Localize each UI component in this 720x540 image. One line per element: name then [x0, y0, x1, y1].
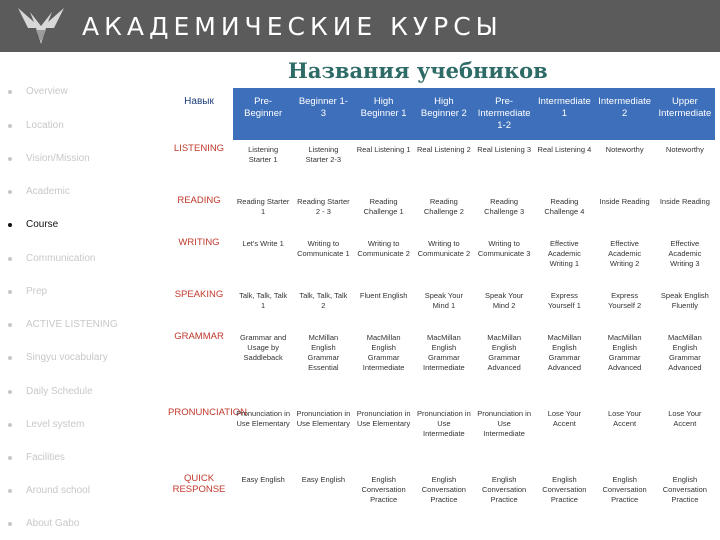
bullet-icon [8, 290, 12, 294]
table-cell: English Conversation Practice [361, 475, 406, 504]
table-cell: Speak Your Mind 1 [424, 291, 464, 310]
table-cell: Writing to Communicate 2 [417, 239, 471, 258]
sidebar-item-communication[interactable] [8, 253, 95, 264]
table-cell: Writing to Communicate 2 [357, 239, 410, 258]
sidebar-item-label: Prep [26, 286, 48, 297]
bullet-icon [8, 356, 12, 360]
table-cell: Reading Challenge 1 [363, 197, 404, 216]
sidebar-item-academic[interactable] [8, 186, 70, 197]
sidebar-item-label: Overview [26, 86, 68, 97]
sidebar-item-level-system[interactable] [8, 419, 84, 430]
column-header: Upper Intermediate [655, 88, 715, 140]
table-cell: Speak Your Mind 2 [484, 291, 524, 310]
sidebar-item-around-school[interactable] [8, 485, 90, 496]
column-header: Pre-Intermediate 1-2 [474, 88, 534, 140]
table-cell: MacMillan English Grammar Intermediate [362, 333, 405, 372]
table-cell: Lose Your Accent [607, 409, 642, 428]
table-cell: Real Listening 2 [416, 145, 471, 154]
sidebar-item-label: Singyu vocabulary [26, 352, 108, 363]
table-cell: MacMillan English Grammar Intermediate [423, 333, 465, 372]
bullet-icon [8, 223, 12, 227]
table-cell: Reading Challenge 2 [423, 197, 464, 216]
sidebar-item-label: ACTIVE LISTENING [26, 319, 118, 330]
sidebar-item-label: About Gabo [26, 518, 80, 529]
bullet-icon [8, 90, 12, 94]
table-cell: English Conversation Practice [602, 475, 647, 504]
table-row [165, 470, 715, 522]
table-cell: English Conversation Practice [542, 475, 587, 504]
skill-cell: LISTENING [173, 143, 225, 154]
table-cell: Writing to Communicate 3 [477, 239, 531, 258]
sidebar-item-about[interactable] [8, 518, 79, 529]
table-cell: Reading Challenge 4 [544, 197, 585, 216]
table-row [165, 328, 715, 404]
textbook-table [165, 88, 715, 522]
sidebar-item-prep[interactable] [8, 286, 47, 297]
table-cell: MacMillan English Grammar Advanced [487, 333, 521, 372]
sidebar-item-vocabulary[interactable] [8, 352, 108, 363]
sidebar-item-course[interactable] [8, 219, 58, 230]
table-cell: McMillan English Grammar Essential [307, 333, 340, 372]
table-cell: English Conversation Practice [482, 475, 527, 504]
sidebar-item-label: Vision/Mission [26, 153, 90, 164]
header-bar [0, 0, 720, 52]
table-row [165, 286, 715, 328]
sidebar-item-daily-schedule[interactable] [8, 386, 93, 397]
table-cell: MacMillan English Grammar Advanced [667, 333, 702, 372]
table-cell: Reading Starter 1 [236, 197, 290, 216]
column-header-skill: Навык [165, 88, 233, 140]
sidebar-item-label: Academic [26, 186, 70, 197]
table-cell: Lose Your Accent [668, 409, 702, 428]
page-title: АКАДЕМИЧЕСКИЕ КУРСЫ [82, 12, 503, 41]
sidebar-item-facilities[interactable] [8, 452, 65, 463]
column-header: High Beginner 2 [414, 88, 474, 140]
bullet-icon [8, 157, 12, 161]
table-row [165, 140, 715, 192]
table-cell: Lose Your Accent [547, 409, 582, 428]
table-cell: Express Yourself 2 [608, 291, 642, 310]
bullet-icon [8, 456, 12, 460]
table-cell: Speak English Fluently [660, 291, 709, 310]
section-title: Названия учебников [288, 58, 548, 83]
sidebar-item-label: Course [26, 219, 59, 230]
bullet-icon [8, 124, 12, 128]
bullet-icon [8, 423, 12, 427]
bullet-icon [8, 522, 12, 526]
table-cell: Noteworthy [665, 145, 704, 154]
skill-cell: READING [177, 195, 221, 206]
table-cell: Real Listening 1 [356, 145, 411, 154]
table-cell: English Conversation Practice [662, 475, 707, 504]
table-cell: Pronunciation in Use Elementary [296, 409, 351, 428]
table-cell: Easy English [301, 475, 346, 484]
table-row [165, 192, 715, 234]
skill-cell: SPEAKING [174, 289, 224, 300]
table-cell: MacMillan English Grammar Advanced [547, 333, 582, 372]
textbook-table-container [165, 88, 715, 522]
table-cell: Pronunciation in Use Elementary [236, 409, 291, 428]
winged-emblem-icon [14, 4, 68, 48]
table-cell: Pronunciation in Use Intermediate [416, 409, 471, 438]
table-cell: Noteworthy [605, 145, 644, 154]
table-cell: Real Listening 4 [537, 145, 592, 154]
bullet-icon [8, 323, 12, 327]
bullet-icon [8, 190, 12, 194]
sidebar-item-label: Level system [26, 419, 85, 430]
sidebar-item-label: Facilities [26, 452, 65, 463]
sidebar-item-vision[interactable] [8, 153, 90, 164]
sidebar-item-overview[interactable] [8, 86, 68, 97]
table-cell: Grammar and Usage by Saddleback [239, 333, 287, 362]
table-cell: Inside Reading [659, 197, 710, 206]
table-cell: MacMillan English Grammar Advanced [607, 333, 642, 372]
table-cell: Effective Academic Writing 3 [668, 239, 702, 268]
table-header-row [165, 88, 715, 140]
table-cell: Pronunciation in Use Intermediate [477, 409, 532, 438]
bullet-icon [8, 489, 12, 493]
table-cell: Inside Reading [599, 197, 650, 206]
sidebar-item-label: Daily Schedule [26, 386, 93, 397]
table-row [165, 234, 715, 286]
table-cell: Effective Academic Writing 1 [547, 239, 581, 268]
column-header: Beginner 1-3 [293, 88, 353, 140]
sidebar-item-active-listening[interactable] [8, 319, 118, 330]
sidebar-item-label: Around school [26, 485, 90, 496]
table-cell: Pronunciation in Use Elementary [356, 409, 411, 428]
table-cell: Let's Write 1 [242, 239, 284, 248]
table-cell: Listening Starter 2-3 [305, 145, 342, 164]
table-cell: Reading Challenge 3 [484, 197, 525, 216]
column-header: Intermediate 2 [595, 88, 655, 140]
table-cell: Reading Starter 2 - 3 [297, 197, 350, 216]
sidebar-item-label: Communication [26, 253, 96, 264]
table-cell: Express Yourself 1 [547, 291, 581, 310]
table-cell: Writing to Communicate 1 [297, 239, 350, 258]
table-cell: Easy English [241, 475, 285, 484]
table-row [165, 404, 715, 470]
skill-cell: QUICK RESPONSE [172, 473, 226, 495]
table-cell: Talk, Talk, Talk 2 [299, 291, 348, 310]
column-header: High Beginner 1 [354, 88, 414, 140]
column-header: Pre-Beginner [233, 88, 293, 140]
table-cell: Effective Academic Writing 2 [608, 239, 642, 268]
skill-cell: PRONUNCIATION [168, 407, 247, 418]
sidebar-item-label: Location [26, 120, 64, 131]
bullet-icon [8, 257, 12, 261]
table-cell: Talk, Talk, Talk 1 [239, 291, 288, 310]
skill-cell: WRITING [178, 237, 220, 248]
table-cell: Real Listening 3 [477, 145, 532, 154]
table-cell: English Conversation Practice [421, 475, 466, 504]
sidebar-item-location[interactable] [8, 120, 64, 131]
skill-cell: GRAMMAR [174, 331, 224, 342]
table-cell: Listening Starter 1 [248, 145, 279, 164]
column-header: Intermediate 1 [534, 88, 594, 140]
bullet-icon [8, 390, 12, 394]
table-cell: Fluent English [359, 291, 408, 300]
